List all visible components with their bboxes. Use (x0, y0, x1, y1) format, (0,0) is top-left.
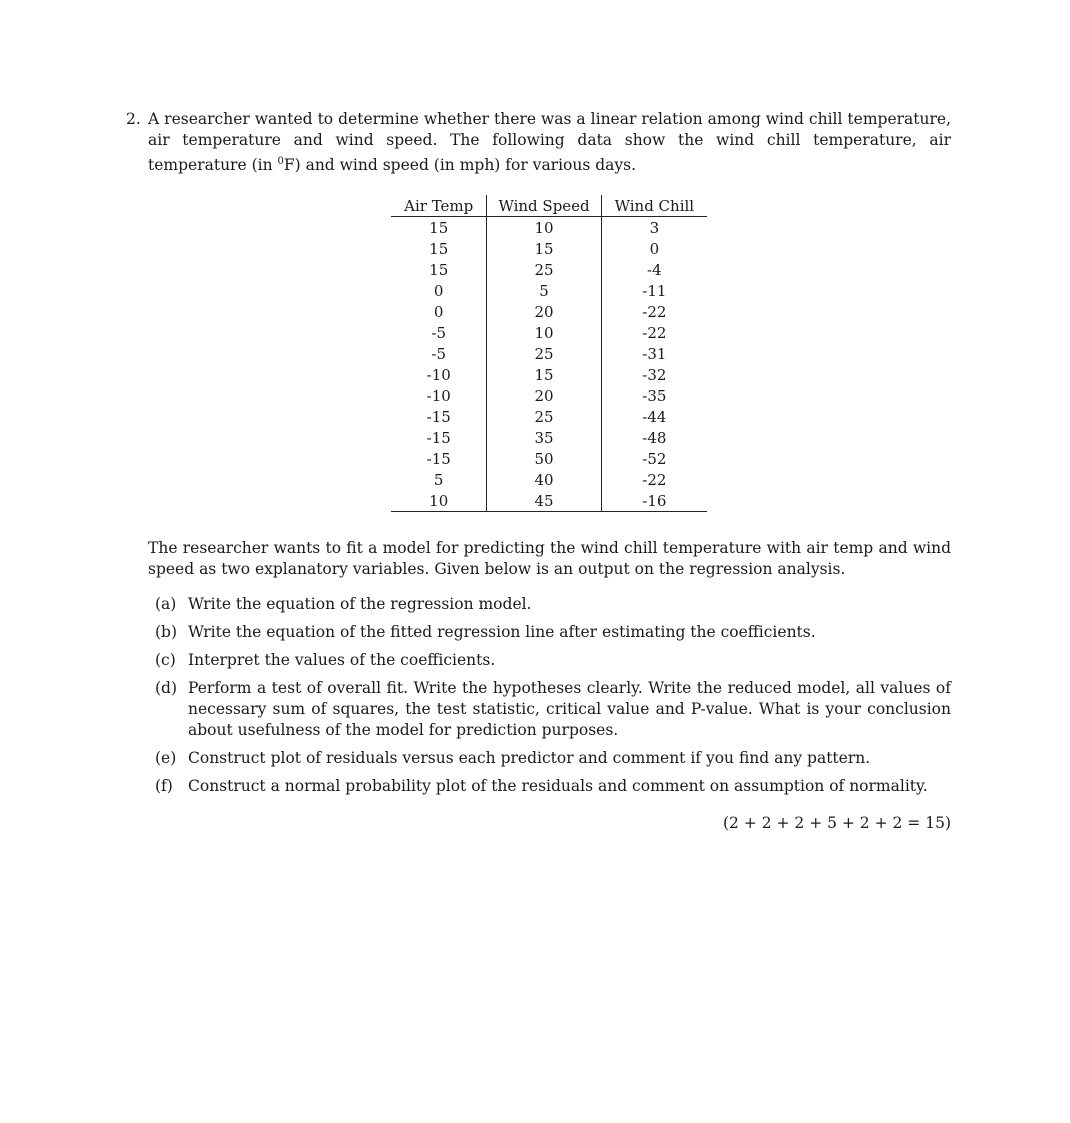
table-row (391, 322, 707, 343)
table-row (391, 301, 707, 322)
marks-allocation: (2 + 2 + 2 + 5 + 2 + 2 = 15) (722, 814, 951, 832)
wind-chill-cell: -35 (601, 385, 707, 406)
wind-chill-cell: -22 (601, 301, 707, 322)
part-d (155, 678, 951, 741)
degree-symbol: 0 (277, 156, 284, 167)
table-row (391, 406, 707, 427)
part-text: Write the equation of the fitted regression line after estimating the coefficients. (188, 623, 816, 641)
part-text: Perform a test of overall fit. Write the hypotheses clearly. Write the reduced model, all values of necessary sum of squares, the test statistic, critical value and P-value. What is your conclusion about usefulness of the model for prediction purposes. (188, 679, 951, 739)
wind-chill-cell: -4 (601, 259, 707, 280)
air-temp-cell: 5 (433, 470, 444, 489)
wind-speed-cell: 10 (487, 322, 601, 343)
data-table (391, 195, 707, 512)
intro-text-2: F) and wind speed (in mph) for various days. (283, 156, 637, 174)
table-row (391, 238, 707, 259)
table-row (391, 490, 707, 512)
wind-chill-cell: 3 (601, 217, 707, 239)
table-row (391, 364, 707, 385)
air-temp-cell: 15 (429, 239, 449, 258)
part-text: Interpret the values of the coefficients. (188, 651, 496, 669)
air-temp-cell: 0 (433, 302, 444, 321)
question-intro (126, 109, 951, 176)
table-row (391, 469, 707, 490)
wind-chill-cell: -48 (601, 427, 707, 448)
table-row (391, 385, 707, 406)
wind-chill-cell: -22 (601, 322, 707, 343)
part-label: (f) (155, 777, 173, 795)
air-temp-cell: 15 (429, 260, 449, 279)
part-label: (b) (155, 623, 178, 641)
wind-speed-cell: 15 (487, 364, 601, 385)
header-wind-speed: Wind Speed (487, 195, 601, 217)
air-temp-cell: 0 (433, 281, 444, 300)
air-temp-cell: -15 (426, 407, 451, 426)
wind-speed-cell: 25 (487, 406, 601, 427)
header-wind-chill: Wind Chill (601, 195, 707, 217)
part-label: (e) (155, 749, 177, 767)
part-c (155, 650, 951, 671)
wind-speed-cell: 10 (487, 217, 601, 239)
wind-speed-cell: 45 (487, 490, 601, 512)
wind-chill-cell: -31 (601, 343, 707, 364)
wind-speed-cell: 35 (487, 427, 601, 448)
air-temp-cell: -5 (431, 323, 447, 342)
part-text: Write the equation of the regression model. (188, 595, 532, 613)
air-temp-cell: -15 (426, 449, 451, 468)
part-b (155, 622, 951, 643)
wind-chill-cell: -52 (601, 448, 707, 469)
air-temp-cell: -10 (426, 386, 451, 405)
wind-chill-cell: -32 (601, 364, 707, 385)
table-row (391, 280, 707, 301)
part-e (155, 748, 951, 769)
part-f (155, 776, 951, 797)
question-text (148, 109, 951, 176)
wind-chill-cell: -16 (601, 490, 707, 512)
part-label: (d) (155, 679, 178, 697)
air-temp-cell: 10 (391, 490, 487, 512)
wind-chill-cell: -44 (601, 406, 707, 427)
wind-speed-cell: 25 (487, 259, 601, 280)
followup-paragraph: The researcher wants to fit a model for predicting the wind chill temperature with air temp and wind speed as two explanatory variables. Given below is an output on the regression analysis. (148, 539, 951, 578)
wind-speed-cell: 20 (487, 301, 601, 322)
wind-speed-cell: 25 (487, 343, 601, 364)
air-temp-cell: -10 (426, 365, 451, 384)
wind-speed-cell: 20 (487, 385, 601, 406)
wind-chill-cell: -22 (601, 469, 707, 490)
table-row (391, 343, 707, 364)
wind-chill-cell: 0 (601, 238, 707, 259)
wind-speed-cell: 50 (487, 448, 601, 469)
part-label: (c) (155, 651, 176, 669)
air-temp-cell: -5 (431, 344, 447, 363)
table-header-row (391, 195, 707, 217)
air-temp-cell: 15 (429, 218, 449, 237)
table-row (391, 427, 707, 448)
data-table-wrapper (391, 195, 707, 512)
question-number: 2. (126, 110, 141, 128)
wind-speed-cell: 40 (487, 469, 601, 490)
table-row (391, 217, 707, 239)
wind-speed-cell: 5 (487, 280, 601, 301)
air-temp-cell: -15 (426, 428, 451, 447)
part-a (155, 594, 951, 615)
table-row (391, 448, 707, 469)
part-label: (a) (155, 595, 177, 613)
table-row (391, 259, 707, 280)
wind-speed-cell: 15 (487, 238, 601, 259)
intro-text-1: A researcher wanted to determine whether there was a linear relation among wind chill temperature, air temperature and wind speed. The following data show the wind chill temperature, air temperature (in (148, 110, 951, 174)
part-text: Construct a normal probability plot of the residuals and comment on assumption of normality. (188, 777, 928, 795)
question-block (126, 109, 951, 176)
sub-questions (155, 594, 951, 804)
wind-chill-cell: -11 (601, 280, 707, 301)
part-text: Construct plot of residuals versus each predictor and comment if you find any pattern. (188, 749, 871, 767)
header-air-temp: Air Temp (391, 195, 487, 217)
